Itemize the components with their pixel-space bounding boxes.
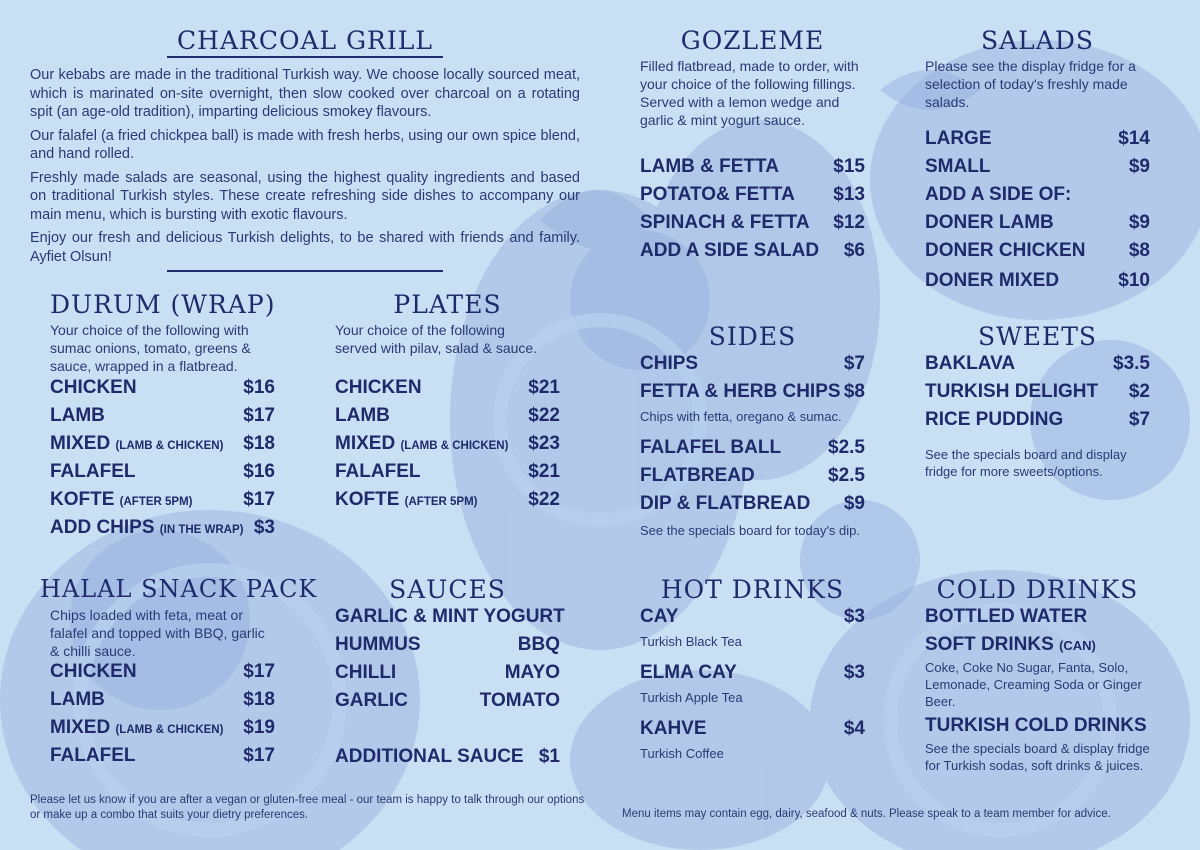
sauce-name: CHILLI — [335, 662, 397, 683]
intro-paragraph: Our falafel (a fried chickpea ball) is made with fresh herbs, using our own spice blend, and hand rolled. — [30, 127, 580, 162]
item-name: MIXED — [335, 433, 396, 454]
menu-item — [925, 181, 1150, 209]
halal-snack-pack-list — [50, 658, 275, 770]
menu-item — [640, 237, 865, 265]
item-price: $2.5 — [828, 437, 865, 458]
item-price: $8 — [1128, 240, 1150, 261]
menu-item — [925, 406, 1150, 434]
item-price: $3 — [843, 662, 865, 683]
item-price: $1 — [538, 746, 560, 767]
durum-list — [50, 374, 275, 542]
item-name: FALAFEL — [50, 745, 136, 766]
item-name: SOFT DRINKS — [925, 634, 1054, 655]
item-name: ADD A SIDE OF: — [925, 184, 1072, 205]
item-name: LARGE — [925, 128, 992, 149]
menu-item — [925, 350, 1150, 378]
sauces-list — [335, 603, 565, 771]
sides-list — [640, 350, 865, 539]
hot-drinks-title: HOT DRINKS — [660, 575, 845, 604]
item-name: CHICKEN — [50, 377, 137, 398]
sides-note: See the specials board for today's dip. — [640, 523, 861, 538]
item-name: KAHVE — [640, 718, 707, 739]
sauce-name: GARLIC & MINT YOGURT — [335, 606, 565, 627]
menu-item — [50, 658, 275, 686]
item-price: $3 — [253, 517, 275, 538]
halal-snack-pack-description: Chips loaded with feta, meat or falafel and topped with BBQ, garlic & chilli sauce. — [50, 607, 265, 659]
item-name: SMALL — [925, 156, 991, 177]
item-note: (LAMB & CHICKEN) — [115, 440, 224, 452]
item-name: KOFTE — [50, 489, 115, 510]
sauce-name: GARLIC — [335, 690, 408, 711]
item-price: $12 — [833, 212, 865, 233]
item-price: $9 — [1128, 212, 1150, 233]
item-price: $8 — [843, 381, 865, 402]
item-name: FLATBREAD — [640, 465, 755, 486]
item-price: $17 — [243, 661, 275, 682]
item-name: MIXED — [50, 717, 111, 738]
item-price: $23 — [528, 433, 560, 454]
item-price: $21 — [528, 377, 560, 398]
item-price: $18 — [243, 689, 275, 710]
item-price: $6 — [843, 240, 865, 261]
item-name: ADD CHIPS — [50, 517, 155, 538]
item-price: $19 — [243, 717, 275, 738]
menu-item — [640, 434, 865, 462]
item-note: (IN THE WRAP) — [159, 524, 244, 536]
item-name: FALAFEL — [335, 461, 421, 482]
additional-sauce — [335, 743, 560, 771]
item-name: ADDITIONAL SAUCE — [335, 746, 524, 767]
sauce-row — [335, 659, 560, 687]
item-price: $9 — [1128, 156, 1150, 177]
item-price: $3.5 — [1113, 353, 1150, 374]
menu-item — [640, 603, 865, 631]
menu-item — [50, 714, 275, 742]
durum-description: Your choice of the following with sumac onions, tomato, greens & sauce, wrapped in a flatbread. — [50, 322, 251, 374]
menu-item — [925, 603, 1155, 631]
item-price: $22 — [528, 405, 560, 426]
item-price: $3 — [843, 606, 865, 627]
dietary-footer: Please let us know if you are after a vegan or gluten-free meal - our team is happy to talk through our options or make up a combo that suits your dietry preferences. — [30, 794, 585, 821]
menu-item — [925, 267, 1150, 295]
sweets-list — [925, 350, 1150, 480]
menu-item — [640, 153, 865, 181]
sauce-name: HUMMUS — [335, 634, 421, 655]
sauce-row — [335, 687, 560, 715]
intro-paragraph: Freshly made salads are seasonal, using the highest quality ingredients and based on traditional Turkish styles. These create refreshing side dishes to accompany our main menu, which is bursting with exotic flavours. — [30, 169, 580, 223]
item-name: MIXED — [50, 433, 111, 454]
item-name: CAY — [640, 606, 679, 627]
menu-item — [50, 458, 275, 486]
menu-item — [925, 153, 1150, 181]
plates-list — [335, 374, 560, 514]
item-name: DIP & FLATBREAD — [640, 493, 811, 514]
item-note: (LAMB & CHICKEN) — [400, 440, 509, 452]
gozleme-list — [640, 153, 865, 265]
item-price: $2 — [1128, 381, 1150, 402]
section-divider — [167, 270, 443, 272]
sauce-name: TOMATO — [479, 690, 560, 711]
hot-drinks-list — [640, 603, 865, 771]
charcoal-intro — [30, 66, 580, 271]
item-name: DONER CHICKEN — [925, 240, 1086, 261]
item-note: (AFTER 5PM) — [119, 496, 193, 508]
item-price: $16 — [243, 377, 275, 398]
item-description: Turkish Black Tea — [640, 634, 742, 649]
durum-title: DURUM (WRAP) — [50, 290, 276, 319]
item-name: ELMA CAY — [640, 662, 737, 683]
item-name: RICE PUDDING — [925, 409, 1064, 430]
item-name: BOTTLED WATER — [925, 606, 1088, 627]
item-name: SPINACH & FETTA — [640, 212, 810, 233]
item-note: (AFTER 5PM) — [404, 496, 478, 508]
item-name: CHICKEN — [335, 377, 422, 398]
menu-item — [640, 659, 865, 687]
halal-snack-pack-title: HALAL SNACK PACK — [40, 575, 318, 603]
item-name: POTATO& FETTA — [640, 184, 795, 205]
menu-item — [925, 237, 1150, 265]
sides-title: SIDES — [708, 322, 797, 351]
menu-item — [50, 742, 275, 770]
item-price: $9 — [843, 493, 865, 514]
plates-title: PLATES — [393, 290, 502, 319]
item-price: $21 — [528, 461, 560, 482]
salads-title: SALADS — [980, 26, 1094, 55]
sweets-note: See the specials board and display fridge for more sweets/options. — [925, 447, 1127, 479]
menu-item — [50, 514, 275, 542]
item-name: TURKISH COLD DRINKS — [925, 715, 1147, 736]
menu-item — [640, 378, 865, 406]
item-name: KOFTE — [335, 489, 400, 510]
item-price: $10 — [1118, 270, 1150, 291]
menu-item — [925, 631, 1155, 659]
menu-item — [335, 374, 560, 402]
menu-item — [925, 712, 1155, 740]
menu-item — [50, 402, 275, 430]
intro-paragraph: Enjoy our fresh and delicious Turkish delights, to be shared with friends and family. Ayfiet Olsun! — [30, 230, 580, 265]
menu-item — [50, 686, 275, 714]
item-note: (CAN) — [1059, 638, 1096, 653]
item-price: $17 — [243, 405, 275, 426]
item-name: ADD A SIDE SALAD — [640, 240, 820, 261]
item-name: LAMB — [50, 405, 105, 426]
item-price: $4 — [843, 718, 865, 739]
item-price: $16 — [243, 461, 275, 482]
sauces-title: SAUCES — [389, 575, 506, 604]
item-price: $15 — [833, 156, 865, 177]
sauce-name: BBQ — [517, 634, 560, 655]
intro-paragraph: Our kebabs are made in the traditional Turkish way. We choose locally sourced meat, which is marinated on-site overnight, then slow cooked over charcoal on a rotating spit (an age-old tradition), imparting delicious smokey flavours. — [30, 67, 580, 120]
item-name: DONER LAMB — [925, 212, 1054, 233]
item-name: BAKLAVA — [925, 353, 1016, 374]
item-name: CHICKEN — [50, 661, 137, 682]
cold-drinks-list — [925, 603, 1155, 774]
sauce-name: MAYO — [504, 662, 560, 683]
title-underline — [167, 56, 443, 58]
item-note: (LAMB & CHICKEN) — [115, 724, 224, 736]
item-name: LAMB — [50, 689, 105, 710]
menu-item — [335, 486, 560, 514]
menu-item — [640, 715, 865, 743]
menu-item — [640, 462, 865, 490]
item-name: LAMB & FETTA — [640, 156, 779, 177]
charcoal-grill-title: CHARCOAL GRILL — [177, 26, 433, 55]
item-price: $13 — [833, 184, 865, 205]
item-price: $17 — [243, 745, 275, 766]
item-name: FALAFEL — [50, 461, 136, 482]
menu-item — [925, 125, 1150, 153]
menu-item — [335, 458, 560, 486]
menu-item — [50, 374, 275, 402]
sauce-item — [335, 603, 565, 631]
sauce-row — [335, 631, 560, 659]
item-description: Turkish Coffee — [640, 746, 724, 761]
item-price: $14 — [1118, 128, 1150, 149]
menu-item — [335, 430, 560, 458]
item-name: LAMB — [335, 405, 390, 426]
item-price: $17 — [243, 489, 275, 510]
item-name: CHIPS — [640, 353, 699, 374]
item-name: DONER MIXED — [925, 270, 1060, 291]
salads-list — [925, 125, 1150, 295]
item-name: TURKISH DELIGHT — [925, 381, 1099, 402]
item-name: FETTA & HERB CHIPS — [640, 381, 841, 402]
item-name: FALAFEL BALL — [640, 437, 782, 458]
sweets-title: SWEETS — [977, 322, 1098, 351]
item-price: $22 — [528, 489, 560, 510]
item-description: See the specials board & display fridge for Turkish sodas, soft drinks & juices. — [925, 741, 1150, 773]
menu-item — [50, 430, 275, 458]
salads-description: Please see the display fridge for a selection of today's freshly made salads. — [925, 58, 1136, 110]
menu-item — [640, 209, 865, 237]
item-price: $7 — [843, 353, 865, 374]
item-price: $7 — [1128, 409, 1150, 430]
menu-item — [925, 209, 1150, 237]
plates-description: Your choice of the following served with pilav, salad & sauce. — [335, 322, 538, 356]
item-description: Chips with fetta, oregano & sumac. — [640, 409, 842, 424]
menu-item — [50, 486, 275, 514]
gozleme-description: Filled flatbread, made to order, with your choice of the following fillings. Served with a lemon wedge and garlic & mint yogurt sauce. — [640, 58, 859, 128]
item-price: $2.5 — [828, 465, 865, 486]
item-price: $18 — [243, 433, 275, 454]
cold-drinks-title: COLD DRINKS — [936, 575, 1139, 604]
menu-item — [640, 490, 865, 518]
menu-item — [925, 378, 1150, 406]
gozleme-title: GOZLEME — [680, 26, 825, 55]
item-description: Turkish Apple Tea — [640, 690, 743, 705]
menu-item — [640, 181, 865, 209]
menu-item — [640, 350, 865, 378]
allergen-footer: Menu items may contain egg, dairy, seafood & nuts. Please speak to a team member for advice. — [622, 808, 1111, 820]
menu-item — [335, 402, 560, 430]
item-description: Coke, Coke No Sugar, Fanta, Solo, Lemonade, Creaming Soda or Ginger Beer. — [925, 660, 1142, 709]
